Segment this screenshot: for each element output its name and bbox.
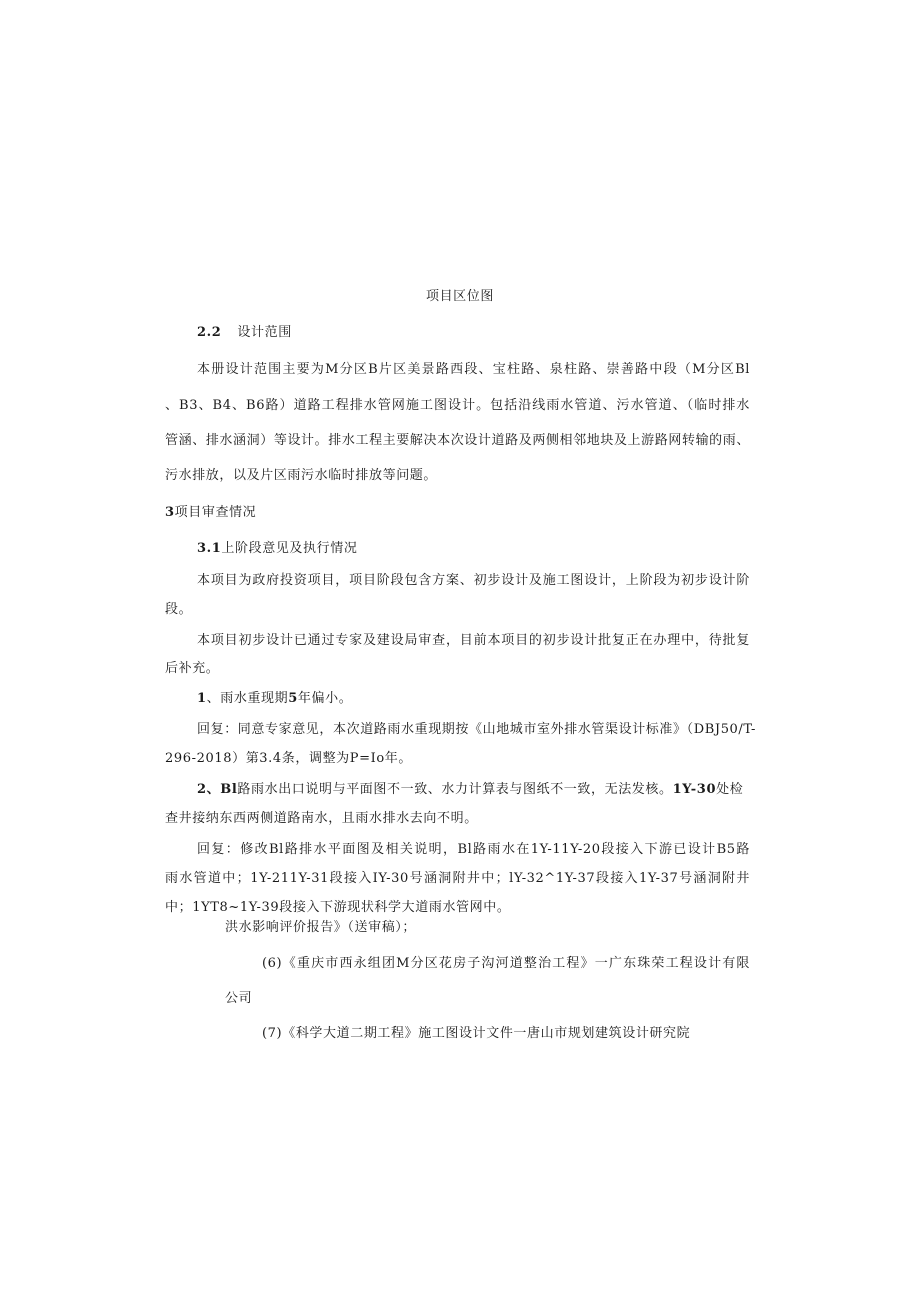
paragraph-line: 段。 [165, 602, 193, 617]
item-node-code: 1Y-30 [672, 782, 717, 797]
section-number: 3.1 [197, 541, 222, 556]
section-title: 上阶段意见及执行情况 [221, 541, 358, 556]
paragraph-line: 查井接纳东西两侧道路南水，且雨水排水去向不明。 [165, 811, 478, 826]
reply-line: 回复：修改Bl路排水平面图及相关说明，Bl路雨水在1Y-11Y-20段接入下游已设计B5路 [197, 842, 750, 857]
paragraph-line: 本项目为政府投资项目，项目阶段包含方案、初步设计及施工图设计，上阶段为初步设计阶 [197, 573, 750, 588]
paragraph-line: 管涵、排水涵洞）等设计。排水工程主要解决本次设计道路及两侧相邻地块及上游路网转输的雨、 [165, 433, 750, 448]
item-text-suffix: 年偏小。 [297, 691, 353, 706]
figure-caption: 项目区位图 [425, 289, 494, 304]
item-text-tail: 处检 [716, 782, 744, 797]
item-value: 5 [288, 691, 298, 706]
section-3-heading [165, 504, 256, 522]
paragraph-line: 本册设计范围主要为M分区B片区美景路西段、宝柱路、泉柱路、崇善路中段（M分区Bl [197, 362, 750, 377]
reply-line: 雨水管道中；1Y-211Y-31段接入IY-30号涵洞附井中；lY-32^1Y-37段接入1Y-37号涵洞附井 [165, 871, 750, 886]
reference-fragment: 洪水影响评价报告》（送审稿）； [225, 920, 417, 935]
reference-item-6: (6)《重庆市西永组团M分区花房子沟河道整治工程》一广东珠荣工程设计有限 [262, 956, 750, 971]
item-text: 、雨水重现期 [206, 691, 289, 706]
section-number: 2.2 [197, 325, 222, 340]
item-number: 2 [197, 782, 207, 797]
item-road-code: 、Bl [206, 782, 238, 797]
review-item-1 [197, 690, 352, 708]
paragraph-line: 污水排放，以及片区雨污水临时排放等问题。 [165, 468, 438, 483]
section-number: 3 [165, 505, 175, 520]
reference-item-6-cont: 公司 [225, 991, 253, 1006]
section-2-2-heading [197, 324, 292, 342]
paragraph-line: 本项目初步设计已通过专家及建设局审查，目前本项目的初步设计批复正在办理中，待批复 [197, 633, 750, 648]
section-title: 设计范围 [237, 325, 292, 340]
reply-line: 回复：同意专家意见，本次道路雨水重现期按《山地城市室外排水管渠设计标准》（DBJ50/T- [197, 722, 756, 737]
review-item-2 [197, 781, 750, 799]
item-text: 路雨水出口说明与平面图不一致、水力计算表与图纸不一致，无法发核。 [237, 782, 673, 797]
reply-line: 296-2018）第3.4条，调整为P=Io年。 [165, 751, 412, 766]
section-3-1-heading [197, 540, 357, 558]
reference-item-7: (7)《科学大道二期工程》施工图设计文件一唐山市规划建筑设计研究院 [262, 1026, 691, 1041]
paragraph-line: 后补充。 [165, 661, 220, 676]
item-number: 1 [197, 691, 207, 706]
reply-line: 中；1YT8~1Y-39段接入下游现状科学大道雨水管网中。 [165, 900, 511, 915]
paragraph-line: 、B3、B4、B6路）道路工程排水管网施工图设计。包括沿线雨水管道、污水管道、（临时排水 [165, 398, 750, 413]
section-title: 项目审查情况 [174, 505, 257, 520]
